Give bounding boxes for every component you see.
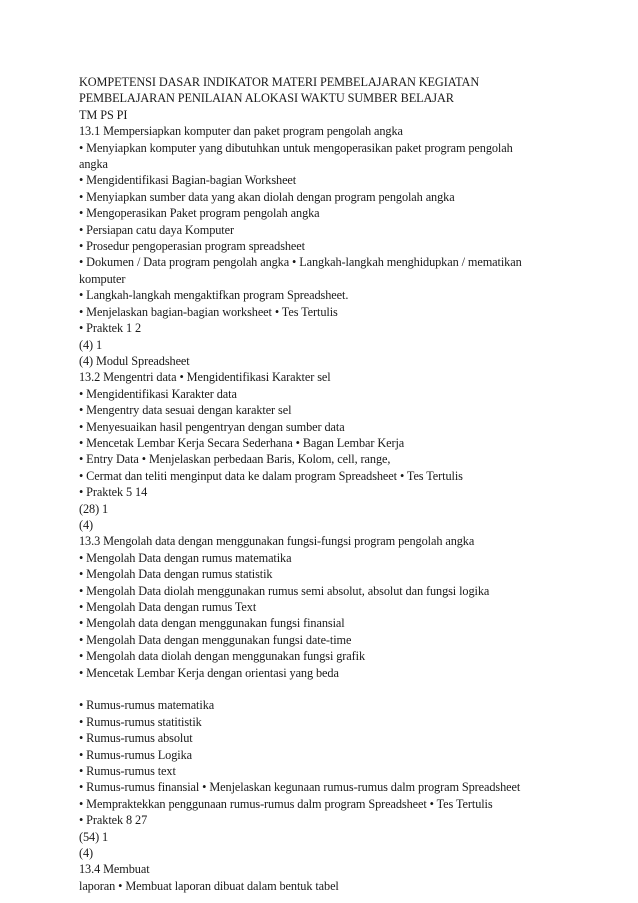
header-line-2: PEMBELAJARAN PENILAIAN ALOKASI WAKTU SUMBER BELAJAR: [79, 91, 454, 106]
text-line: • Mencetak Lembar Kerja Secara Sederhana • Bagan Lembar Kerja: [79, 435, 405, 450]
text-line: • Rumus-rumus Logika: [79, 747, 192, 762]
text-line: • Persiapan catu daya Komputer: [79, 222, 234, 237]
text-line: • Mempraktekkan penggunaan rumus-rumus dalm program Spreadsheet • Tes Tertulis: [79, 796, 493, 811]
text-line: (28) 1: [79, 501, 109, 516]
text-line: (4) 1: [79, 337, 103, 352]
text-line: (4) Modul Spreadsheet: [79, 353, 190, 368]
text-line: • Mengolah Data dengan rumus Text: [79, 600, 257, 614]
text-line: • Rumus-rumus matematika: [79, 698, 215, 713]
text-line: • Praktek 5 14: [79, 485, 148, 500]
text-line: • Mengoperasikan Paket program pengolah angka: [79, 206, 320, 221]
competency-13-1: 13.1 Mempersiapkan komputer dan paket program pengolah angka: [79, 124, 403, 139]
text-line: angka: [79, 157, 108, 172]
text-line: • Mengolah Data diolah menggunakan rumus semi absolut, absolut dan fungsi logika: [79, 583, 490, 598]
competency-13-4: 13.4 Membuat: [79, 862, 150, 877]
text-line: • Dokumen / Data program pengolah angka • Langkah-langkah menghidupkan / mematikan: [79, 255, 522, 270]
text-line: • Menyesuaikan hasil pengentryan dengan sumber data: [79, 419, 345, 434]
text-line: • Praktek 1 2: [79, 321, 142, 336]
blank-line: [79, 681, 619, 697]
text-line: • Mengolah data dengan menggunakan fungsi finansial: [79, 616, 345, 631]
text-line: • Mengolah Data dengan rumus matematika: [79, 550, 292, 565]
text-line: (54) 1: [79, 829, 109, 844]
text-line: komputer: [79, 271, 126, 286]
text-line: (4): [79, 517, 94, 532]
text-line: • Mengidentifikasi Bagian-bagian Worksheet: [79, 173, 297, 188]
text-line: • Mengolah data diolah dengan menggunakan fungsi grafik: [79, 649, 365, 664]
document-page: [79, 74, 619, 894]
header-line-1: KOMPETENSI DASAR INDIKATOR MATERI PEMBELAJARAN KEGIATAN: [79, 75, 480, 89]
text-line: • Menjelaskan bagian-bagian worksheet • Tes Tertulis: [79, 304, 338, 319]
text-line: • Langkah-langkah mengaktifkan program Spreadsheet.: [79, 288, 349, 303]
text-line: • Menyiapkan sumber data yang akan diolah dengan program pengolah angka: [79, 189, 455, 204]
text-line: laporan • Membuat laporan dibuat dalam bentuk tabel: [79, 878, 339, 893]
text-line: • Rumus-rumus finansial • Menjelaskan kegunaan rumus-rumus dalm program Spreadsheet: [79, 780, 521, 795]
text-line: • Rumus-rumus text: [79, 764, 176, 779]
text-line: • Rumus-rumus statitistik: [79, 714, 202, 729]
text-line: • Praktek 8 27: [79, 813, 148, 828]
text-line: • Entry Data • Menjelaskan perbedaan Baris, Kolom, cell, range,: [79, 452, 391, 467]
text-line: • Mencetak Lembar Kerja dengan orientasi yang beda: [79, 665, 339, 680]
text-line: • Prosedur pengoperasian program spreadsheet: [79, 239, 305, 254]
text-line: • Menyiapkan komputer yang dibutuhkan untuk mengoperasikan paket program pengolah: [79, 140, 513, 155]
header-line-3: TM PS PI: [79, 107, 128, 122]
text-line: (4): [79, 846, 94, 861]
competency-13-2: 13.2 Mengentri data • Mengidentifikasi Karakter sel: [79, 370, 331, 385]
text-line: • Mengidentifikasi Karakter data: [79, 386, 237, 401]
text-line: • Mengolah Data dengan menggunakan fungsi date-time: [79, 632, 352, 647]
text-line: • Rumus-rumus absolut: [79, 731, 193, 746]
competency-13-3: 13.3 Mengolah data dengan menggunakan fungsi-fungsi program pengolah angka: [79, 534, 475, 549]
text-line: • Mengolah Data dengan rumus statistik: [79, 567, 273, 582]
text-line: • Mengentry data sesuai dengan karakter sel: [79, 403, 292, 418]
text-line: • Cermat dan teliti menginput data ke dalam program Spreadsheet • Tes Tertulis: [79, 468, 463, 483]
